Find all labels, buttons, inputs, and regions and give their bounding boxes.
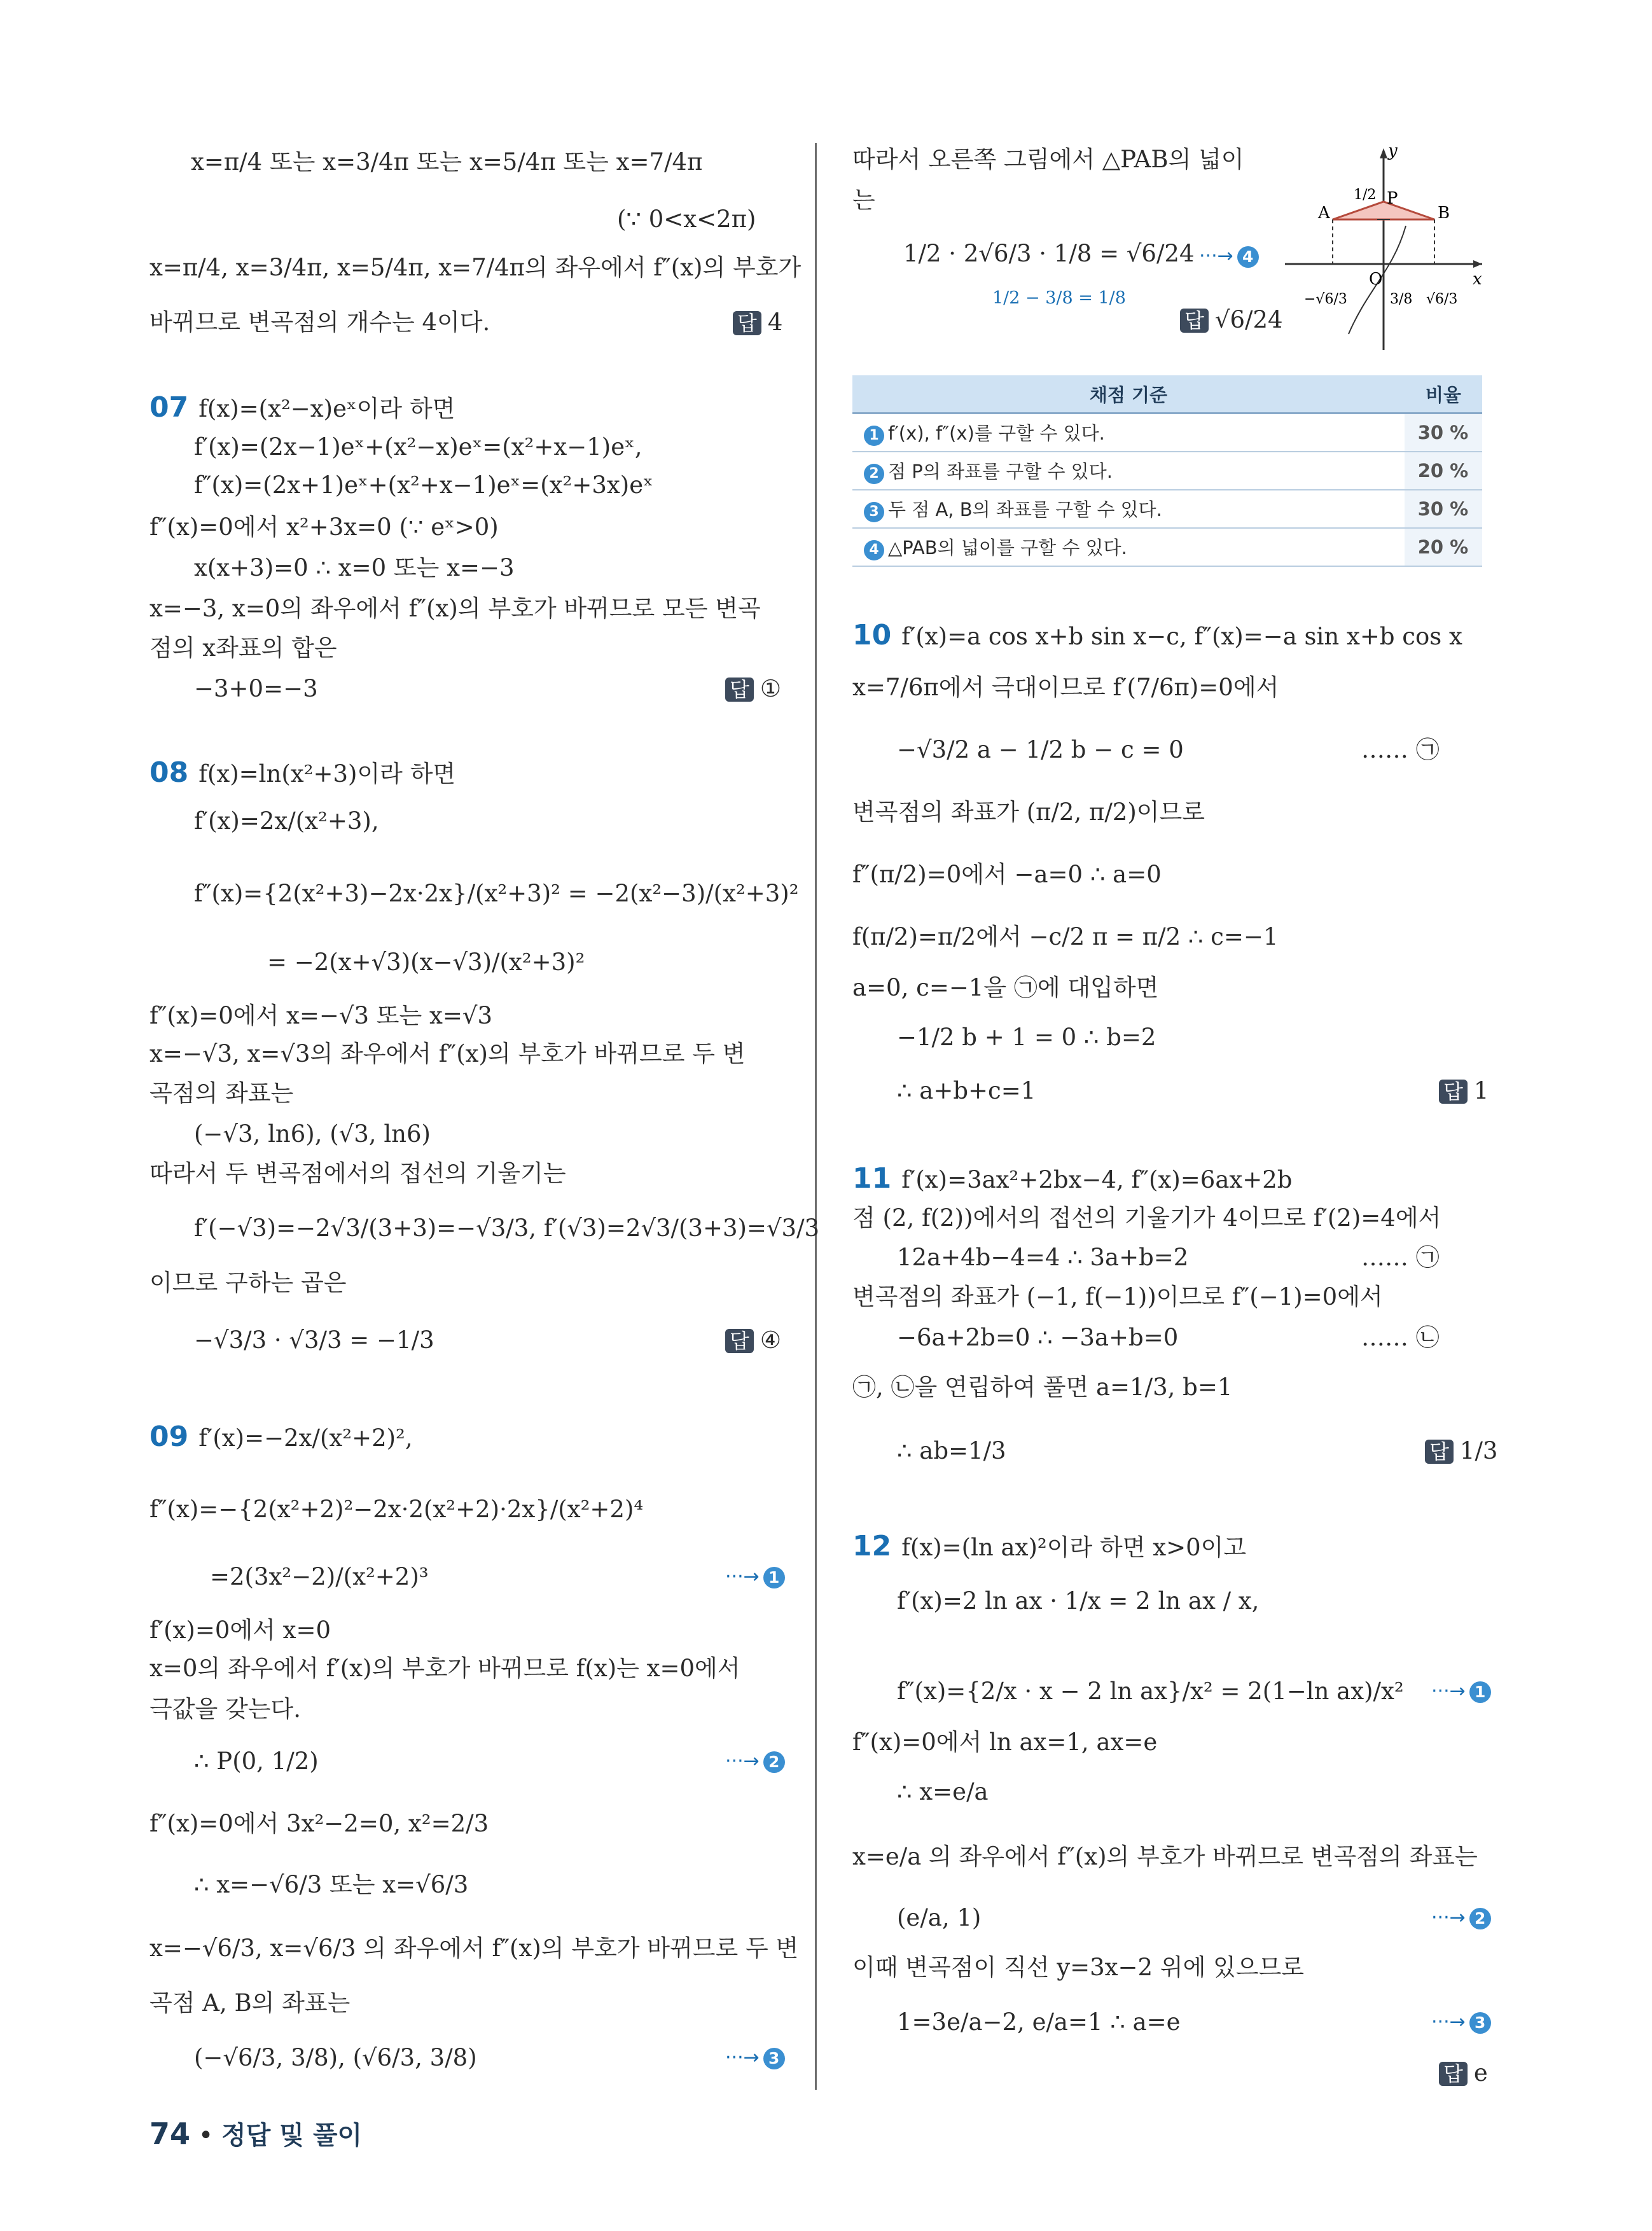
p07-line-6: x=−3, x=0의 좌우에서 f″(x)의 부호가 바뀌므로 모든 변곡	[149, 595, 761, 622]
problem-07-header: 07 f(x)=(x²−x)eˣ이라 하면	[149, 391, 455, 424]
p08-line-5: f″(x)=0에서 x=−√3 또는 x=√3	[149, 1002, 493, 1029]
problem-09-header: 09 f′(x)=−2x/(x²+2)²,	[149, 1421, 413, 1453]
criteria-header: 채점 기준	[852, 375, 1405, 414]
prev-line-4: 바뀌므로 변곡점의 개수는 4이다.	[149, 309, 490, 336]
p10-line-6: f(π/2)=π/2에서 −c/2 π = π/2 ∴ c=−1	[852, 923, 1279, 950]
table-header-row	[852, 375, 1482, 414]
p07-answer: 답 ①	[725, 674, 781, 704]
p10-line-3: −√3/2 a − 1/2 b − c = 0	[897, 736, 1184, 763]
p07-line-3: f″(x)=(2x+1)eˣ+(x²+x−1)eˣ=(x²+3x)eˣ	[194, 471, 653, 499]
p12-line-6: x=e/a 의 좌우에서 f″(x)의 부호가 바뀌므로 변곡점의 좌표는	[852, 1843, 1478, 1870]
problem-08-header: 08 f(x)=ln(x²+3)이라 하면	[149, 756, 456, 789]
p08-line-7: 곡점의 좌표는	[149, 1080, 294, 1107]
p10-line-9: ∴ a+b+c=1	[897, 1077, 1036, 1104]
p07-line-7: 점의 x좌표의 합은	[149, 634, 337, 662]
prev-line-3: x=π/4, x=3/4π, x=5/4π, x=7/4π의 좌우에서 f″(x)의 부호가	[149, 254, 802, 281]
cont-line-1: 따라서 오른쪽 그림에서 △PAB의 넓이	[852, 146, 1244, 173]
footer-label: 정답 및 풀이	[221, 2121, 363, 2150]
p12-line-2: f′(x)=2 ln ax · 1/x = 2 ln ax / x,	[897, 1587, 1260, 1615]
triangle-graph	[1279, 143, 1489, 353]
p08-line-6: x=−√3, x=√3의 좌우에서 f″(x)의 부호가 바뀌므로 두 변	[149, 1040, 746, 1067]
p08-line-3: f″(x)={2(x²+3)−2x·2x}/(x²+3)² = −2(x²−3)/(x²+3)²	[194, 880, 799, 907]
p07-line-2: f′(x)=(2x−1)eˣ+(x²−x)eˣ=(x²+x−1)eˣ,	[194, 433, 642, 461]
answer-icon: 답	[733, 311, 761, 335]
p09-mark-3: ···→ 3	[725, 2043, 785, 2073]
p11-line-5: −6a+2b=0 ∴ −3a+b=0	[897, 1324, 1179, 1351]
cont-mark-4: ···→ 4	[1199, 242, 1259, 271]
p09-line-12: (−√6/3, 3/8), (√6/3, 3/8)	[194, 2044, 477, 2071]
answer-icon: 답	[1439, 2062, 1468, 2086]
p08-line-4: = −2(x+√3)(x−√3)/(x²+3)²	[267, 949, 585, 976]
prev-answer: 답 4	[733, 308, 782, 338]
p09-line-3: =2(3x²−2)/(x²+2)³	[210, 1563, 429, 1590]
a-x-label: −√6/3	[1304, 291, 1347, 307]
p10-line-5: f″(π/2)=0에서 −a=0 ∴ a=0	[852, 861, 1162, 888]
cont-answer: 답 √6/24	[1180, 305, 1283, 335]
p12-line-7: (e/a, 1)	[897, 1904, 982, 1931]
scoring-table	[852, 375, 1482, 567]
p10-answer: 답 1	[1439, 1076, 1489, 1106]
problem-number: 08	[149, 756, 189, 789]
p12-mark-3: ···→ 3	[1431, 2008, 1491, 2037]
p12-line-3: f″(x)={2/x · x − 2 ln ax}/x² = 2(1−ln ax)/x²	[897, 1678, 1404, 1705]
prev-line-2: (∵ 0<x<2π)	[617, 205, 756, 233]
p07-line-5: x(x+3)=0 ∴ x=0 또는 x=−3	[194, 554, 515, 581]
step-number-icon: 1	[864, 426, 884, 446]
p08-line-11: 이므로 구하는 곱은	[149, 1269, 347, 1296]
table-row: 2 점 P의 좌표를 구할 수 있다. 20 %	[852, 452, 1482, 490]
p09-mark-1: ···→ 1	[725, 1562, 785, 1592]
page-number: 74	[149, 2116, 191, 2151]
p09-mark-2: ···→ 2	[725, 1747, 785, 1776]
p09-line-2: f″(x)=−{2(x²+2)²−2x·2(x²+2)·2x}/(x²+2)⁴	[149, 1496, 644, 1523]
p09-line-6: 극값을 갖는다.	[149, 1695, 301, 1723]
p10-tag: …… ㉠	[1361, 736, 1440, 763]
step-number-icon: 4	[864, 540, 884, 560]
p11-line-3: 12a+4b−4=4 ∴ 3a+b=2	[897, 1244, 1189, 1271]
ab-y-label: 3/8	[1390, 291, 1413, 307]
p12-line-4: f″(x)=0에서 ln ax=1, ax=e	[852, 1728, 1158, 1756]
p10-line-2: x=7/6π에서 극대이므로 f′(7/6π)=0에서	[852, 674, 1279, 701]
p12-line-9: 1=3e/a−2, e/a=1 ∴ a=e	[897, 2008, 1181, 2036]
p09-line-7: ∴ P(0, 1/2)	[194, 1748, 319, 1775]
problem-11-header: 11 f′(x)=3ax²+2bx−4, f″(x)=6ax+2b	[852, 1162, 1293, 1195]
answer-icon: 답	[725, 1329, 754, 1353]
p09-line-8: f″(x)=0에서 3x²−2=0, x²=2/3	[149, 1810, 489, 1837]
column-divider	[815, 143, 817, 2090]
problem-12-header: 12 f(x)=(ln ax)²이라 하면 x>0이고	[852, 1530, 1247, 1562]
y-axis-label: y	[1388, 143, 1398, 160]
triangle-pab	[1333, 202, 1434, 219]
p09-line-9: ∴ x=−√6/3 또는 x=√6/3	[194, 1871, 469, 1898]
problem-number: 12	[852, 1530, 892, 1562]
p12-mark-1: ···→ 1	[1431, 1677, 1491, 1706]
p11-line-6: ㉠, ㉡을 연립하여 풀면 a=1/3, b=1	[852, 1373, 1233, 1401]
p08-line-10: f′(−√3)=−2√3/(3+3)=−√3/3, f′(√3)=2√3/(3+3)=√3/3	[194, 1214, 820, 1242]
p08-answer: 답 ④	[725, 1326, 781, 1356]
p09-line-11: 곡점 A, B의 좌표는	[149, 1989, 351, 2017]
p10-line-7: a=0, c=−1을 ㉠에 대입하면	[852, 974, 1159, 1001]
p-y-label: 1/2	[1354, 187, 1377, 203]
p12-mark-2: ···→ 2	[1431, 1903, 1491, 1933]
answer-icon: 답	[1425, 1440, 1454, 1464]
step-number-icon: 3	[864, 502, 884, 522]
prev-line-1: x=π/4 또는 x=3/4π 또는 x=5/4π 또는 x=7/4π	[191, 148, 703, 176]
p09-line-10: x=−√6/3, x=√6/3 의 좌우에서 f″(x)의 부호가 바뀌므로 두 변	[149, 1935, 799, 1962]
problem-number: 09	[149, 1421, 189, 1453]
p11-answer: 답 1/3	[1425, 1436, 1497, 1466]
problem-number: 07	[149, 391, 189, 424]
point-a-label: A	[1318, 204, 1330, 223]
point-p-label: P	[1387, 189, 1398, 208]
table-row: 3 두 점 A, B의 좌표를 구할 수 있다. 30 %	[852, 490, 1482, 528]
origin-label: O	[1369, 270, 1383, 289]
cont-calc: 1/2 · 2√6/3 · 1/8 = √6/24	[903, 240, 1195, 267]
p11-tag-1: …… ㉠	[1361, 1244, 1440, 1271]
cont-line-2: 는	[852, 186, 875, 214]
point-b-label: B	[1438, 204, 1450, 223]
p12-line-5: ∴ x=e/a	[897, 1778, 989, 1805]
ratio-header: 비율	[1405, 375, 1482, 414]
p12-answer: 답 e	[1439, 2059, 1488, 2089]
p11-tag-2: …… ㉡	[1361, 1324, 1440, 1351]
p08-line-8: (−√3, ln6), (√3, ln6)	[194, 1120, 431, 1148]
step-number-icon: 2	[864, 464, 884, 484]
p09-line-5: x=0의 좌우에서 f′(x)의 부호가 바뀌므로 f(x)는 x=0에서	[149, 1655, 740, 1682]
p07-line-8: −3+0=−3	[194, 675, 318, 702]
p11-line-2: 점 (2, f(2))에서의 접선의 기울기가 4이므로 f′(2)=4에서	[852, 1204, 1441, 1232]
p07-line-4: f″(x)=0에서 x²+3x=0 (∵ eˣ>0)	[149, 513, 499, 541]
answer-icon: 답	[725, 678, 754, 702]
bullet: •	[198, 2121, 222, 2150]
table-row: 4 △PAB의 넓이를 구할 수 있다. 20 %	[852, 528, 1482, 566]
answer-icon: 답	[1180, 309, 1209, 333]
page-footer	[149, 2115, 362, 2151]
x-axis-arrow-icon	[1473, 260, 1482, 268]
cont-note: 1/2 − 3/8 = 1/8	[992, 288, 1126, 308]
p08-line-2: f′(x)=2x/(x²+3),	[194, 807, 379, 835]
answer-icon: 답	[1439, 1080, 1468, 1104]
problem-10-header: 10 f′(x)=a cos x+b sin x−c, f″(x)=−a sin x+b cos x	[852, 619, 1462, 651]
p10-line-4: 변곡점의 좌표가 (π/2, π/2)이므로	[852, 798, 1205, 826]
b-x-label: √6/3	[1426, 291, 1458, 307]
problem-number: 10	[852, 619, 892, 651]
p08-line-12: −√3/3 · √3/3 = −1/3	[194, 1326, 434, 1354]
p09-line-4: f′(x)=0에서 x=0	[149, 1616, 331, 1644]
p08-line-9: 따라서 두 변곡점에서의 접선의 기울기는	[149, 1160, 566, 1187]
p11-line-7: ∴ ab=1/3	[897, 1437, 1006, 1464]
x-axis-label: x	[1473, 270, 1482, 289]
p10-line-8: −1/2 b + 1 = 0 ∴ b=2	[897, 1024, 1156, 1051]
y-axis-arrow-icon	[1380, 148, 1387, 158]
p12-line-8: 이때 변곡점이 직선 y=3x−2 위에 있으므로	[852, 1954, 1305, 1981]
table-row: 1 f′(x), f″(x)를 구할 수 있다. 30 %	[852, 414, 1482, 452]
problem-number: 11	[852, 1162, 892, 1195]
p11-line-4: 변곡점의 좌표가 (−1, f(−1))이므로 f″(−1)=0에서	[852, 1283, 1383, 1310]
